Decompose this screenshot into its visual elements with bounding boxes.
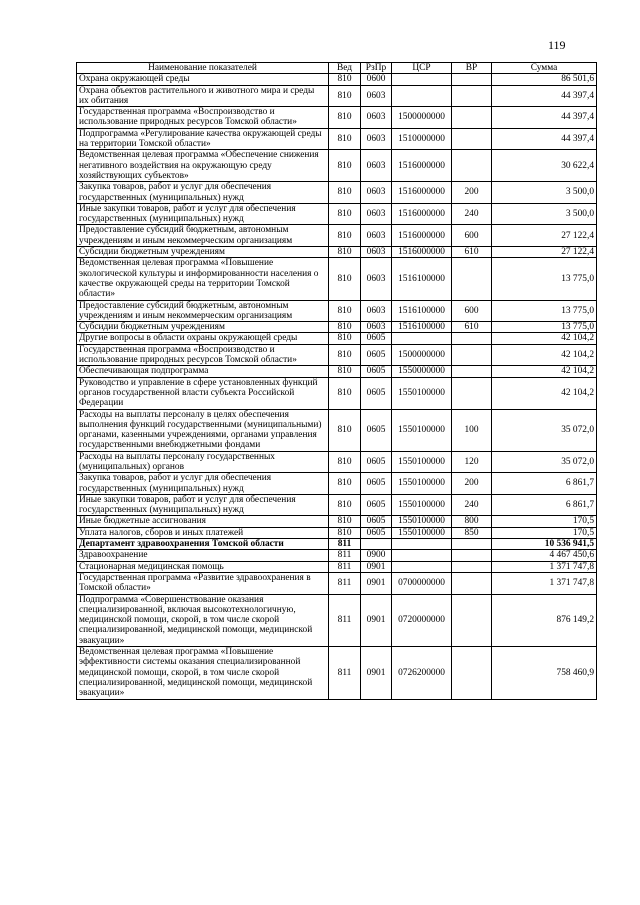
cell-name: Департамент здравоохранения Томской области <box>77 539 329 550</box>
cell-sum: 35 072,0 <box>492 451 597 473</box>
cell-ved: 811 <box>329 561 361 572</box>
table-row <box>77 247 597 258</box>
cell-rzpr: 0603 <box>361 107 392 129</box>
cell-sum: 30 622,4 <box>492 150 597 182</box>
column-header-csr: ЦСР <box>392 63 452 74</box>
cell-ved: 810 <box>329 322 361 333</box>
cell-name: Расходы на выплаты персоналу государственных (муниципальных) органов <box>77 451 329 473</box>
table-row <box>77 516 597 527</box>
cell-name: Предоставление субсидий бюджетным, автономным учреждениям и иным некоммерческим организациям <box>77 225 329 247</box>
cell-ved: 810 <box>329 516 361 527</box>
cell-vr <box>452 85 492 107</box>
cell-csr: 1550100000 <box>392 377 452 409</box>
cell-vr <box>452 74 492 85</box>
cell-rzpr: 0605 <box>361 344 392 366</box>
cell-ved: 810 <box>329 258 361 300</box>
cell-csr: 1516100000 <box>392 300 452 322</box>
cell-name: Иные закупки товаров, работ и услуг для обеспечения государственных (муниципальных) нужд <box>77 494 329 516</box>
cell-rzpr: 0605 <box>361 516 392 527</box>
cell-csr: 1516100000 <box>392 258 452 300</box>
cell-ved: 810 <box>329 85 361 107</box>
cell-name: Охрана объектов растительного и животного мира и среды их обитания <box>77 85 329 107</box>
cell-vr <box>452 258 492 300</box>
cell-rzpr: 0600 <box>361 74 392 85</box>
cell-csr: 1500000000 <box>392 107 452 129</box>
cell-sum: 3 500,0 <box>492 182 597 204</box>
cell-csr: 1516000000 <box>392 182 452 204</box>
cell-ved: 810 <box>329 128 361 150</box>
column-header-name: Наименование показателей <box>77 63 329 74</box>
cell-sum: 13 775,0 <box>492 258 597 300</box>
cell-ved: 810 <box>329 333 361 344</box>
cell-name: Иные бюджетные ассигнования <box>77 516 329 527</box>
cell-sum: 27 122,4 <box>492 247 597 258</box>
cell-name: Подпрограмма «Регулирование качества окружающей среды на территории Томской области» <box>77 128 329 150</box>
cell-sum: 1 371 747,8 <box>492 572 597 594</box>
cell-csr: 1550100000 <box>392 494 452 516</box>
cell-rzpr: 0603 <box>361 247 392 258</box>
cell-vr: 850 <box>452 527 492 538</box>
cell-rzpr: 0603 <box>361 258 392 300</box>
table-row <box>77 572 597 594</box>
cell-name: Другие вопросы в области охраны окружающей среды <box>77 333 329 344</box>
cell-vr <box>452 150 492 182</box>
cell-rzpr: 0605 <box>361 494 392 516</box>
cell-rzpr: 0603 <box>361 203 392 225</box>
cell-csr: 1500000000 <box>392 344 452 366</box>
table-row <box>77 494 597 516</box>
cell-name: Подпрограмма «Совершенствование оказания специализированной, включая высокотехнологичную, медицинской помощи, скорой, в том числе скорой специализированной, медицинской помощи, медицинской эвакуации» <box>77 594 329 646</box>
cell-ved: 810 <box>329 494 361 516</box>
table-row <box>77 258 597 300</box>
cell-ved: 811 <box>329 572 361 594</box>
cell-rzpr <box>361 539 392 550</box>
cell-ved: 811 <box>329 539 361 550</box>
cell-ved: 810 <box>329 247 361 258</box>
cell-sum: 86 501,6 <box>492 74 597 85</box>
cell-csr: 1550100000 <box>392 527 452 538</box>
cell-rzpr: 0603 <box>361 85 392 107</box>
cell-sum: 1 371 747,8 <box>492 561 597 572</box>
column-header-ved: Вед <box>329 63 361 74</box>
cell-rzpr: 0605 <box>361 409 392 451</box>
cell-vr: 200 <box>452 473 492 495</box>
cell-rzpr: 0901 <box>361 594 392 646</box>
table-row <box>77 527 597 538</box>
cell-vr: 120 <box>452 451 492 473</box>
cell-csr: 1516000000 <box>392 247 452 258</box>
cell-csr <box>392 74 452 85</box>
cell-name: Расходы на выплаты персоналу в целях обеспечения выполнения функций государственными (муниципальными) органами, казенными учреждениями, органами управления государственными внебюджетными фондами <box>77 409 329 451</box>
cell-name: Иные закупки товаров, работ и услуг для обеспечения государственных (муниципальных) нужд <box>77 203 329 225</box>
cell-vr <box>452 561 492 572</box>
table-row <box>77 550 597 561</box>
cell-sum: 13 775,0 <box>492 322 597 333</box>
cell-sum: 42 104,2 <box>492 333 597 344</box>
cell-ved: 810 <box>329 225 361 247</box>
cell-name: Уплата налогов, сборов и иных платежей <box>77 527 329 538</box>
table-body <box>77 74 597 699</box>
table-row <box>77 473 597 495</box>
cell-csr: 1510000000 <box>392 128 452 150</box>
cell-rzpr: 0605 <box>361 527 392 538</box>
cell-rzpr: 0901 <box>361 572 392 594</box>
table-row <box>77 451 597 473</box>
table-row <box>77 150 597 182</box>
cell-csr <box>392 85 452 107</box>
cell-vr <box>452 572 492 594</box>
column-header-vr: ВР <box>452 63 492 74</box>
cell-vr <box>452 647 492 699</box>
cell-rzpr: 0605 <box>361 366 392 377</box>
table-row <box>77 74 597 85</box>
cell-name: Субсидии бюджетным учреждениям <box>77 247 329 258</box>
table-row <box>77 85 597 107</box>
cell-csr <box>392 561 452 572</box>
table-row <box>77 333 597 344</box>
cell-name: Государственная программа «Воспроизводство и использование природных ресурсов Томской области» <box>77 107 329 129</box>
cell-sum: 42 104,2 <box>492 377 597 409</box>
cell-sum: 10 536 941,5 <box>492 539 597 550</box>
table-row <box>77 182 597 204</box>
cell-ved: 811 <box>329 647 361 699</box>
cell-rzpr: 0603 <box>361 300 392 322</box>
cell-name: Стационарная медицинская помощь <box>77 561 329 572</box>
cell-vr <box>452 128 492 150</box>
cell-sum: 42 104,2 <box>492 344 597 366</box>
cell-name: Охрана окружающей среды <box>77 74 329 85</box>
cell-rzpr: 0603 <box>361 182 392 204</box>
cell-csr <box>392 539 452 550</box>
cell-rzpr: 0605 <box>361 473 392 495</box>
cell-ved: 810 <box>329 300 361 322</box>
cell-rzpr: 0605 <box>361 333 392 344</box>
cell-ved: 810 <box>329 150 361 182</box>
cell-vr: 600 <box>452 300 492 322</box>
cell-vr: 200 <box>452 182 492 204</box>
cell-name: Предоставление субсидий бюджетным, автономным учреждениям и иным некоммерческим организациям <box>77 300 329 322</box>
cell-ved: 810 <box>329 107 361 129</box>
cell-csr: 1516100000 <box>392 322 452 333</box>
cell-sum: 35 072,0 <box>492 409 597 451</box>
table-row <box>77 344 597 366</box>
cell-rzpr: 0603 <box>361 225 392 247</box>
cell-ved: 810 <box>329 377 361 409</box>
cell-sum: 758 460,9 <box>492 647 597 699</box>
table-row <box>77 107 597 129</box>
cell-csr: 1516000000 <box>392 203 452 225</box>
cell-csr: 1550000000 <box>392 366 452 377</box>
cell-sum: 44 397,4 <box>492 107 597 129</box>
column-header-rzpr: РзПр <box>361 63 392 74</box>
cell-ved: 810 <box>329 527 361 538</box>
cell-vr <box>452 333 492 344</box>
cell-vr: 240 <box>452 203 492 225</box>
cell-ved: 810 <box>329 344 361 366</box>
cell-ved: 810 <box>329 203 361 225</box>
cell-name: Ведомственная целевая программа «Повышение эффективности системы оказания специализированной медицинской помощи, скорой, в том числе скорой специализированной, медицинской помощи, медицинской эвакуации» <box>77 647 329 699</box>
cell-vr: 610 <box>452 247 492 258</box>
cell-ved: 810 <box>329 409 361 451</box>
table-header-row <box>77 63 597 74</box>
cell-vr: 100 <box>452 409 492 451</box>
cell-ved: 810 <box>329 451 361 473</box>
cell-ved: 810 <box>329 74 361 85</box>
cell-name: Субсидии бюджетным учреждениям <box>77 322 329 333</box>
cell-rzpr: 0603 <box>361 322 392 333</box>
cell-sum: 6 861,7 <box>492 494 597 516</box>
cell-vr <box>452 550 492 561</box>
cell-sum: 3 500,0 <box>492 203 597 225</box>
cell-name: Государственная программа «Развитие здравоохранения в Томской области» <box>77 572 329 594</box>
cell-vr: 610 <box>452 322 492 333</box>
cell-sum: 876 149,2 <box>492 594 597 646</box>
table-row <box>77 561 597 572</box>
cell-vr: 800 <box>452 516 492 527</box>
cell-name: Ведомственная целевая программа «Обеспечение снижения негативного воздействия на окружающую среду хозяйствующих субъектов» <box>77 150 329 182</box>
cell-sum: 44 397,4 <box>492 85 597 107</box>
table-row <box>77 409 597 451</box>
cell-csr: 1516000000 <box>392 150 452 182</box>
cell-csr: 1516000000 <box>392 225 452 247</box>
budget-table <box>76 62 597 700</box>
cell-sum: 170,5 <box>492 516 597 527</box>
cell-vr <box>452 377 492 409</box>
cell-rzpr: 0603 <box>361 150 392 182</box>
cell-name: Здравоохранение <box>77 550 329 561</box>
cell-vr <box>452 539 492 550</box>
cell-ved: 810 <box>329 182 361 204</box>
cell-csr: 1550100000 <box>392 451 452 473</box>
page-number: 119 <box>548 38 566 52</box>
cell-rzpr: 0900 <box>361 550 392 561</box>
cell-vr: 600 <box>452 225 492 247</box>
cell-sum: 4 467 450,6 <box>492 550 597 561</box>
cell-sum: 170,5 <box>492 527 597 538</box>
cell-sum: 44 397,4 <box>492 128 597 150</box>
cell-csr: 1550100000 <box>392 516 452 527</box>
cell-rzpr: 0603 <box>361 128 392 150</box>
cell-sum: 27 122,4 <box>492 225 597 247</box>
cell-vr <box>452 594 492 646</box>
table-row <box>77 594 597 646</box>
cell-sum: 6 861,7 <box>492 473 597 495</box>
cell-csr: 0700000000 <box>392 572 452 594</box>
cell-ved: 811 <box>329 594 361 646</box>
column-header-sum: Сумма <box>492 63 597 74</box>
cell-csr <box>392 333 452 344</box>
cell-rzpr: 0901 <box>361 561 392 572</box>
cell-csr: 1550100000 <box>392 409 452 451</box>
cell-name: Ведомственная целевая программа «Повышение экологической культуры и информированности населения о качестве окружающей среды на территории Томской области» <box>77 258 329 300</box>
cell-rzpr: 0605 <box>361 377 392 409</box>
cell-ved: 810 <box>329 473 361 495</box>
cell-sum: 42 104,2 <box>492 366 597 377</box>
cell-vr <box>452 107 492 129</box>
cell-name: Закупка товаров, работ и услуг для обеспечения государственных (муниципальных) нужд <box>77 473 329 495</box>
table-row <box>77 128 597 150</box>
cell-csr: 0720000000 <box>392 594 452 646</box>
cell-csr: 0726200000 <box>392 647 452 699</box>
table-row <box>77 225 597 247</box>
cell-vr <box>452 366 492 377</box>
cell-csr: 1550100000 <box>392 473 452 495</box>
cell-name: Руководство и управление в сфере установленных функций органов государственной власти субъекта Российской Федерации <box>77 377 329 409</box>
cell-vr: 240 <box>452 494 492 516</box>
table-row <box>77 300 597 322</box>
cell-vr <box>452 344 492 366</box>
table-row <box>77 539 597 550</box>
cell-name: Закупка товаров, работ и услуг для обеспечения государственных (муниципальных) нужд <box>77 182 329 204</box>
table-row <box>77 203 597 225</box>
cell-ved: 811 <box>329 550 361 561</box>
cell-ved: 810 <box>329 366 361 377</box>
cell-name: Обеспечивающая подпрограмма <box>77 366 329 377</box>
cell-sum: 13 775,0 <box>492 300 597 322</box>
table-row <box>77 366 597 377</box>
cell-csr <box>392 550 452 561</box>
table-row <box>77 647 597 699</box>
cell-name: Государственная программа «Воспроизводство и использование природных ресурсов Томской области» <box>77 344 329 366</box>
table-row <box>77 377 597 409</box>
cell-rzpr: 0605 <box>361 451 392 473</box>
table-row <box>77 322 597 333</box>
cell-rzpr: 0901 <box>361 647 392 699</box>
